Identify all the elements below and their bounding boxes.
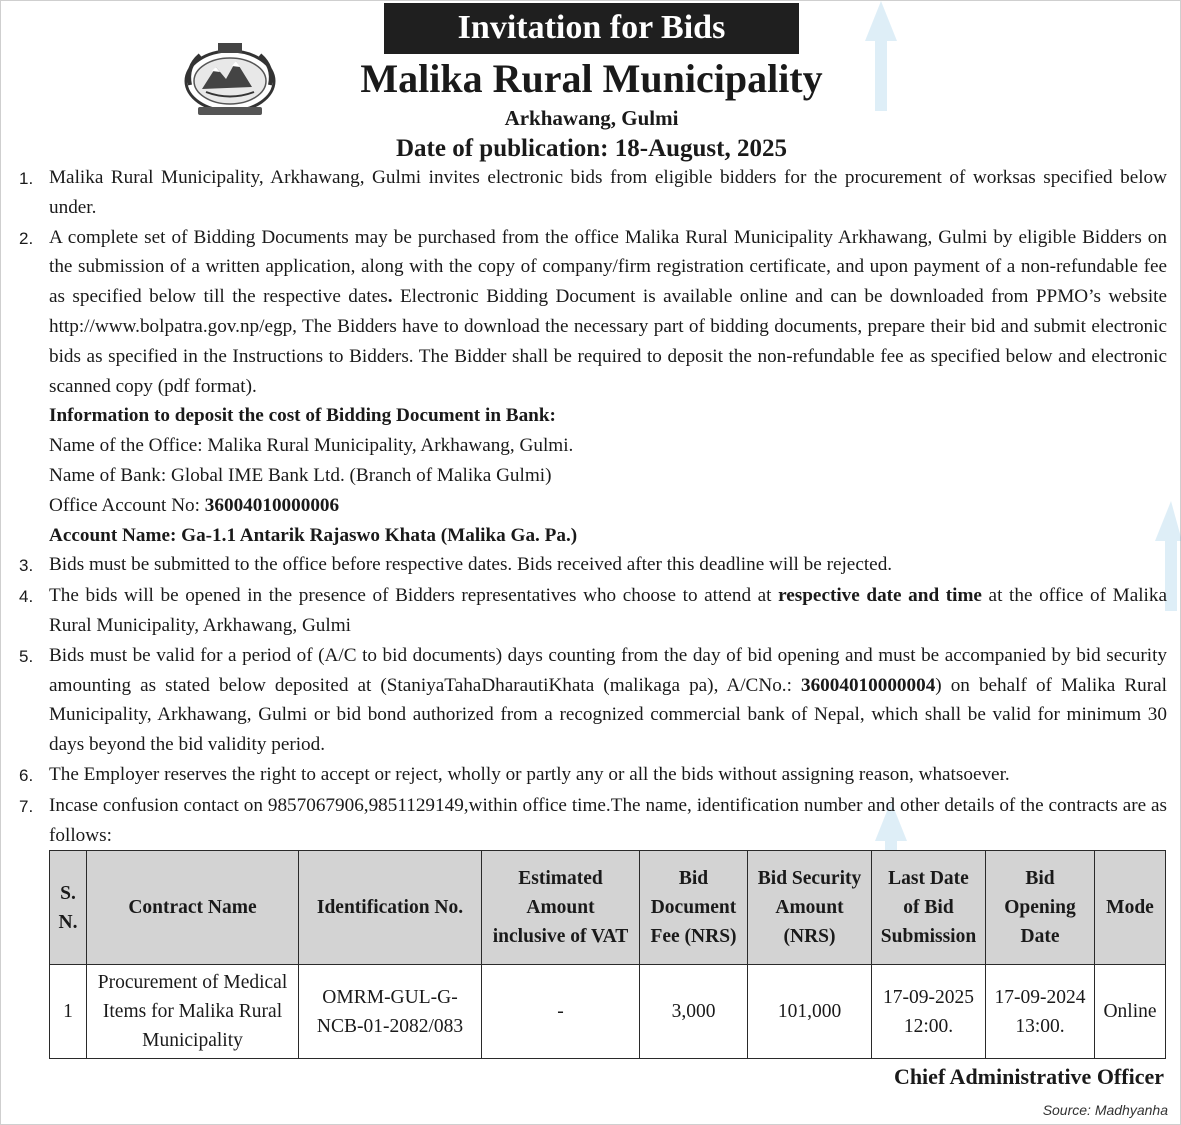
bank-name: Name of Bank: Global IME Bank Ltd. (Branch of Malika Gulmi)	[49, 464, 552, 486]
cell-sn: 1	[50, 965, 87, 1059]
header-estimated-amount: Estimated Amount inclusive of VAT	[482, 851, 640, 965]
header-contract-name: Contract Name	[87, 851, 299, 965]
header-identification: Identification No.	[299, 851, 482, 965]
header-mode: Mode	[1095, 851, 1166, 965]
account-number-label: Office Account No:	[49, 494, 205, 516]
clause-number: 7.	[19, 796, 34, 816]
bank-account-number	[19, 491, 1167, 521]
bank-office-name: Name of the Office: Malika Rural Municipality, Arkhawang, Gulmi.	[49, 435, 574, 457]
clause-number: 5.	[19, 646, 34, 666]
title-banner: Invitation for Bids	[384, 3, 799, 54]
bank-info-heading: Information to deposit the cost of Bidding Document in Bank:	[49, 405, 556, 427]
notice-body	[19, 163, 1167, 850]
clause-text-part: Electronic Bidding Document is available online and can be downloaded from PPMO’s website http://www.bolpatra.gov.np/egp, The Bidders have to download the necessary part of bidding documents, prepare their bid and submit electronic bids as specified in the Instructions to Bidders. The Bidder shall be required to deposit the non-refundable fee as specified below and electronic scanned copy (pdf format).	[49, 286, 1167, 397]
clause-text-bold: .	[387, 286, 393, 308]
organization-address: Arkhawang, Gulmi	[504, 106, 679, 130]
clause-text: The Employer reserves the right to accept or reject, wholly or partly any or all the bids without assigning reason, whatsoever.	[49, 763, 1010, 785]
organization-name: Malika Rural Municipality	[360, 56, 823, 101]
clause-text: Incase confusion contact on 9857067906,9851129149,within office time.The name, identification number and other details of the contracts are as follows:	[49, 794, 1167, 846]
clause-7	[19, 791, 1167, 851]
clause-3	[19, 550, 1167, 581]
account-number-value: 36004010000006	[204, 494, 340, 516]
cell-document-fee: 3,000	[640, 965, 748, 1059]
clause-number: 2.	[19, 228, 34, 248]
clause-text	[49, 223, 1167, 402]
clause-text-part: Bids must be valid for a period of (A/C to bid documents) days counting from the day of bid opening and must be accompanied by bid security amounting as stated below deposited at (StaniyaTahaDharautiKhata (malikaga pa), A/CNo.:	[49, 644, 1167, 696]
clause-text-bold: respective date and time	[778, 585, 982, 607]
header-document-fee: Bid Document Fee (NRS)	[640, 851, 748, 965]
clause-number: 6.	[19, 765, 34, 785]
clause-text-part: at the office of Malika Rural Municipality, Arkhawang, Gulmi	[49, 585, 1168, 636]
header-sn: S. N.	[50, 851, 87, 965]
header-bid-security: Bid Security Amount (NRS)	[748, 851, 872, 965]
clause-2	[19, 223, 1167, 402]
cell-opening-date: 17-09-2024 13:00.	[986, 965, 1095, 1059]
clause-text: Malika Rural Municipality, Arkhawang, Gulmi invites electronic bids from eligible bidders for the procurement of worksas specified below under.	[49, 167, 1167, 218]
cell-last-date: 17-09-2025 12:00.	[872, 965, 986, 1059]
cell-contract-name: Procurement of Medical Items for Malika Rural Municipality	[87, 965, 299, 1059]
contracts-table	[49, 850, 1166, 1059]
header-last-date: Last Date of Bid Submission	[872, 851, 986, 965]
bank-account-name: Account Name: Ga-1.1 Antarik Rajaswo Khata (Malika Ga. Pa.)	[49, 524, 578, 546]
clause-number: 3.	[19, 556, 34, 576]
signatory: Chief Administrative Officer	[893, 1064, 1164, 1089]
clause-4	[19, 581, 1167, 641]
table-row	[50, 965, 1166, 1059]
clause-number: 4.	[19, 587, 34, 607]
clause-text-part: ) on behalf of Malika Rural Municipality, Arkhawang, Gulmi or bid bond authorized from a recognized commercial bank of Nepal, which shall be valid for minimum 30 days beyond the bid validity period.	[49, 674, 1167, 756]
header-opening-date: Bid Opening Date	[986, 851, 1095, 965]
clause-1	[19, 163, 1167, 223]
cell-bid-security: 101,000	[748, 965, 872, 1059]
clause-text	[49, 581, 1167, 641]
table-header-row	[50, 851, 1166, 965]
source-credit: Source: Madhyanha	[1042, 1102, 1168, 1118]
clause-5	[19, 641, 1167, 760]
clause-text-bold: 36004010000004	[800, 674, 936, 696]
clause-number: 1.	[19, 169, 34, 188]
cell-estimated-amount: -	[482, 965, 640, 1059]
clause-text: Bids must be submitted to the office before respective dates. Bids received after this deadline will be rejected.	[49, 554, 893, 576]
cell-mode: Online	[1095, 965, 1166, 1059]
clause-text-part: A complete set of Bidding Documents may be purchased from the office Malika Rural Municipality Arkhawang, Gulmi by eligible Bidders on the submission of a written application, along with the copy of company/firm registration certificate, and upon payment of a non-refundable fee as specified below till the respective dates	[49, 226, 1167, 308]
cell-identification: OMRM-GUL-G- NCB-01-2082/083	[299, 965, 482, 1059]
publication-date: Date of publication: 18-August, 2025	[396, 135, 787, 162]
clause-text	[49, 641, 1167, 760]
clause-6	[19, 760, 1167, 791]
clause-text-part: The bids will be opened in the presence of Bidders representatives who choose to attend at	[49, 585, 779, 607]
